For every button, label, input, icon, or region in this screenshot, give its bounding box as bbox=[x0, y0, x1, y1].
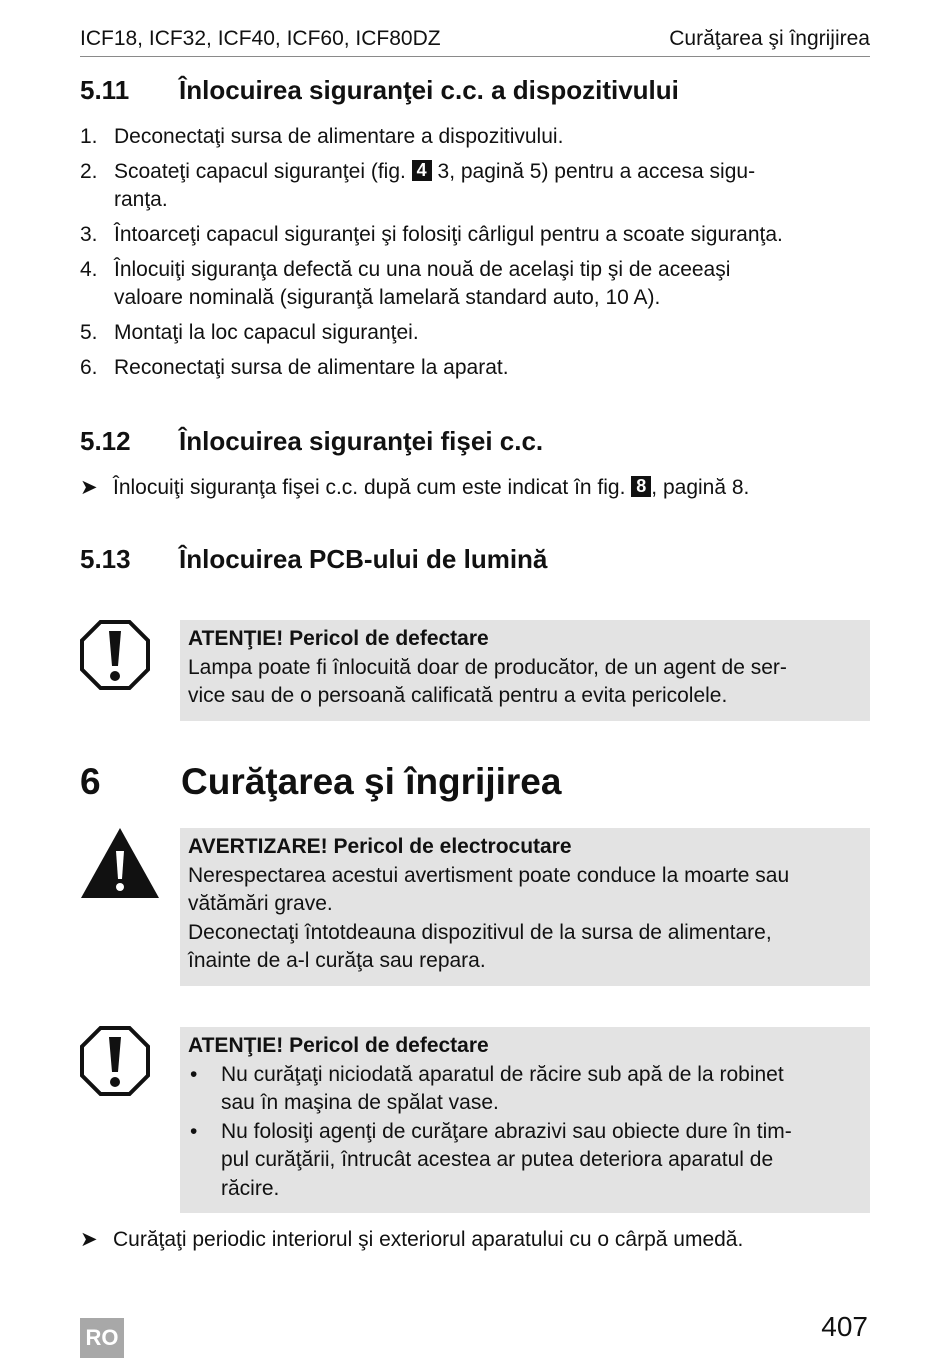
step-3: 3. Întoarceţi capacul siguranţei şi folosiţi cârligul pentru a scoate siguranţa. bbox=[80, 223, 783, 246]
heading-number: 5.13 bbox=[80, 544, 131, 574]
arrow-icon: ➤ bbox=[80, 1228, 98, 1251]
heading-title: Înlocuirea siguranţei c.c. a dispozitivului bbox=[179, 75, 679, 105]
heading-number: 5.12 bbox=[80, 426, 131, 456]
warning-title: AVERTIZARE! Pericol de electrocutare bbox=[188, 835, 572, 858]
notice-box-6 bbox=[180, 1027, 870, 1213]
page-number: 407 bbox=[821, 1311, 868, 1342]
bullet: • bbox=[190, 1119, 198, 1143]
language-badge: RO bbox=[80, 1318, 124, 1358]
warning-triangle-icon bbox=[80, 827, 160, 899]
notice-title: ATENŢIE! Pericol de defectare bbox=[188, 627, 489, 650]
step-1: 1. Deconectaţi sursa de alimentare a dispozitivului. bbox=[80, 125, 564, 148]
step-2: 2. Scoateţi capacul siguranţei (fig. 4 3, pagină 5) pentru a accesa sigu- ranţa. bbox=[80, 160, 756, 211]
caution-octagon-icon bbox=[80, 1026, 150, 1096]
heading-title: Înlocuirea siguranţei fişei c.c. bbox=[179, 426, 544, 456]
notice-text: Lampa poate fi înlocuită doar de producător, de un agent de ser- vice sau de o persoană calificată pentru a evita pericolele. bbox=[188, 655, 787, 707]
warning-box bbox=[180, 828, 870, 986]
caution-octagon-icon bbox=[80, 620, 150, 690]
step-4: 4. Înlocuiţi siguranţa defectă cu una nouă de acelaşi tip şi de aceeaşi valoare nominală (siguranţă lamelară standard auto, 10 A). bbox=[80, 258, 731, 309]
instruction-5-12: ➤ Înlocuiţi siguranţa fişei c.c. după cum este indicat în fig. 8 , pagină 8. bbox=[80, 474, 870, 502]
bullet: • bbox=[190, 1062, 198, 1086]
notice-title: ATENŢIE! Pericol de defectare bbox=[188, 1034, 489, 1057]
header-models: ICF18, ICF32, ICF40, ICF60, ICF80DZ bbox=[80, 27, 441, 50]
page-header bbox=[80, 26, 870, 57]
list-item: • Nu curăţaţi niciodată aparatul de răcire sub apă de la robinet sau în maşina de spălat vase. bbox=[190, 1062, 784, 1114]
header-section: Curăţarea şi îngrijirea bbox=[669, 27, 870, 50]
figure-reference: 4 bbox=[412, 160, 432, 181]
warning-text: Nerespectarea acestui avertisment poate conduce la moarte sau vătămări grave. Deconectaţi întotdeauna dispozitivul de la sursa de alimentare, înainte de a-l curăţa sau repara. bbox=[188, 863, 790, 972]
figure-reference: 8 bbox=[631, 476, 651, 497]
notice-bullets bbox=[188, 1061, 862, 1204]
heading-title: Înlocuirea PCB-ului de lumină bbox=[179, 544, 548, 574]
notice-box-5-13 bbox=[180, 620, 870, 721]
step-5: 5. Montaţi la loc capacul siguranţei. bbox=[80, 321, 419, 344]
heading-number: 6 bbox=[80, 761, 101, 802]
list-item: • Nu folosiţi agenţi de curăţare abrazivi sau obiecte dure în tim- pul curăţării, întrucât acestea ar putea deteriora aparatul de răcire. bbox=[190, 1119, 792, 1200]
instruction-cleaning: ➤ Curăţaţi periodic interiorul şi exteriorul aparatului cu o cârpă umedă. bbox=[80, 1226, 870, 1254]
heading-title: Curăţarea şi îngrijirea bbox=[181, 761, 562, 802]
steps-list-5-11 bbox=[80, 123, 870, 389]
step-6: 6. Reconectaţi sursa de alimentare la aparat. bbox=[80, 356, 509, 379]
arrow-icon: ➤ bbox=[80, 476, 98, 499]
heading-number: 5.11 bbox=[80, 75, 130, 105]
